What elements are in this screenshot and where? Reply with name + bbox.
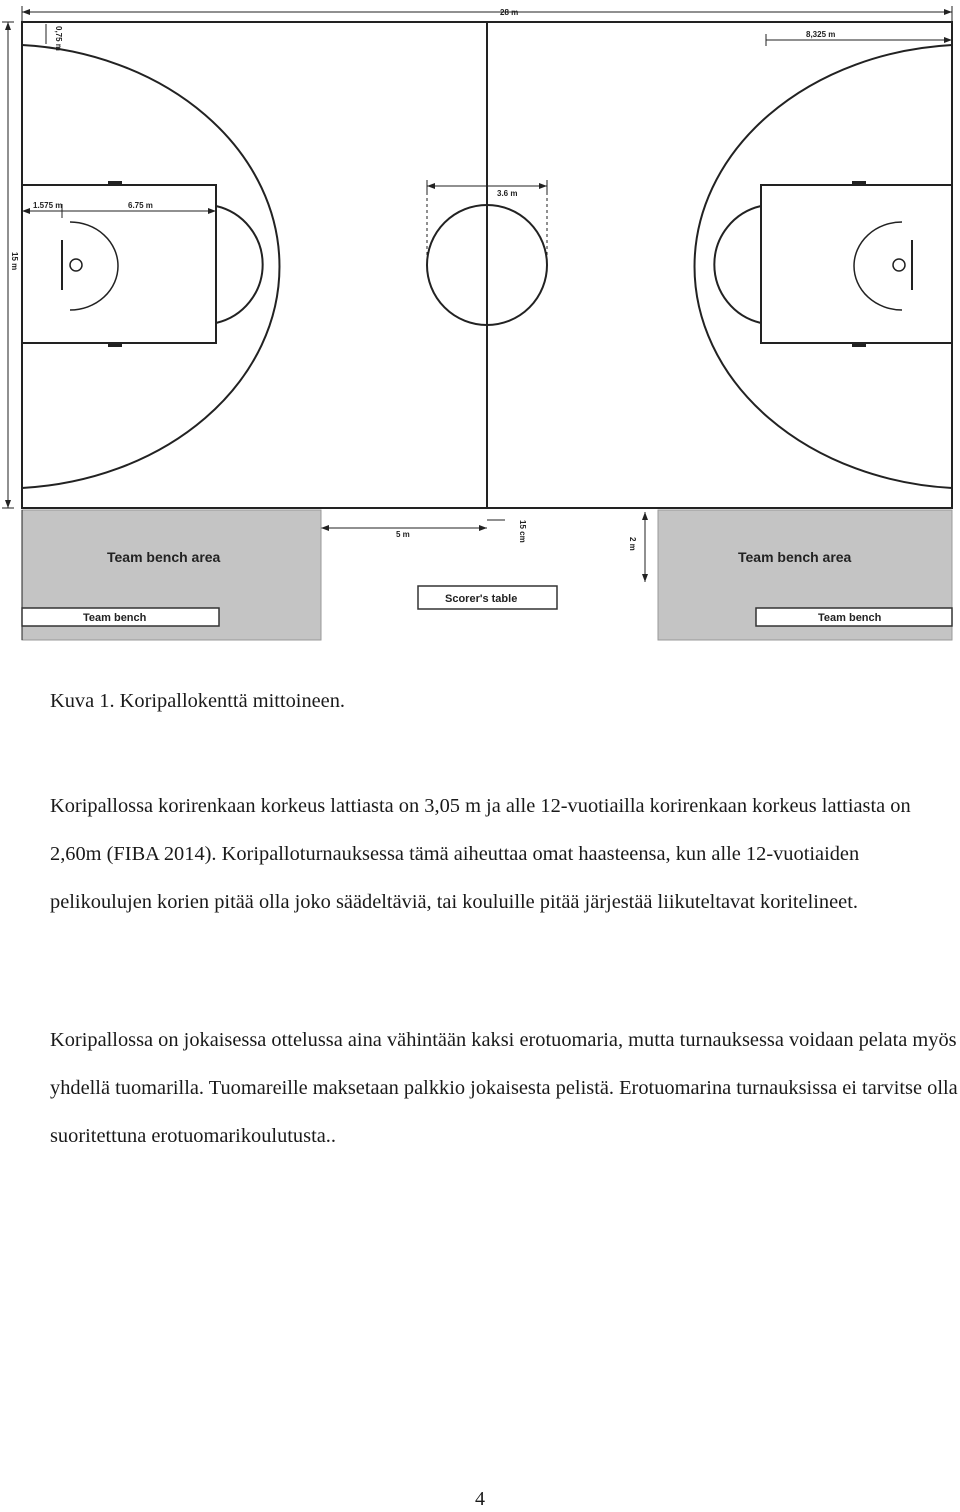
three-point-arc-right	[695, 45, 952, 488]
page-number: 4	[475, 1488, 485, 1510]
dimension-three-point-radius: 6.75 m	[128, 201, 153, 210]
dimension-table-gap: 15 cm	[518, 520, 527, 543]
restricted-area-right	[761, 185, 952, 343]
free-throw-circle-right	[714, 206, 761, 323]
dimension-width: 15 m	[10, 252, 19, 271]
figure-caption: Kuva 1. Koripallokenttä mittoineen.	[50, 690, 346, 712]
no-charge-arc-right	[854, 222, 902, 310]
lane-mark-left-bottom	[108, 343, 122, 347]
free-throw-circle-left	[216, 206, 263, 323]
no-charge-arc-left	[70, 222, 118, 310]
dimension-lines	[2, 6, 952, 582]
lane-mark-right-bottom	[852, 343, 866, 347]
lane-mark-right-top	[852, 181, 866, 185]
team-bench-area-left-label: Team bench area	[107, 549, 221, 565]
paragraph-basket-height: Koripallossa korirenkaan korkeus lattiasta on 3,05 m ja alle 12-vuotiailla korirenkaan korkeus lattiasta on 2,60m (FIBA 2014). Koripalloturnauksessa tämä aiheuttaa omat haasteensa, kun alle 12-vuotiaiden pelikoulujen korien pitää olla joko säädeltäviä, tai kouluille pitää järjestää liikuteltavat koritelineet.	[50, 795, 911, 913]
dimension-bench-gap: 2 m	[628, 537, 637, 551]
basketball-court-diagram	[0, 0, 960, 645]
lane-mark-left-top	[108, 181, 122, 185]
dimension-three-point-distance: 8,325 m	[806, 30, 836, 39]
team-bench-left-label: Team bench	[83, 612, 147, 624]
dimension-backboard-offset: 1.575 m	[33, 201, 63, 210]
team-bench-area-right-label: Team bench area	[738, 549, 852, 565]
dimension-length: 28 m	[500, 8, 519, 17]
dimension-arrows	[5, 9, 952, 582]
dimension-bench-offset: 5 m	[396, 530, 410, 539]
three-point-arc-left	[22, 45, 279, 488]
basket-left	[70, 259, 82, 271]
basket-right	[893, 259, 905, 271]
scorers-table-label: Scorer's table	[445, 593, 518, 605]
paragraph-referees: Koripallossa on jokaisessa ottelussa aina vähintään kaksi erotuomaria, mutta turnauksessa voidaan pelata myös yhdellä tuomarilla. Tuomareille maksetaan palkkio jokaisesta pelistä. Erotuomarina turnauksissa ei tarvitse olla suoritettuna erotuomarikoulutusta..	[50, 1029, 958, 1147]
team-bench-right-label: Team bench	[818, 612, 882, 624]
dimension-small-margin: 0,75 m	[54, 26, 63, 51]
dimension-centre-circle: 3.6 m	[497, 189, 518, 198]
